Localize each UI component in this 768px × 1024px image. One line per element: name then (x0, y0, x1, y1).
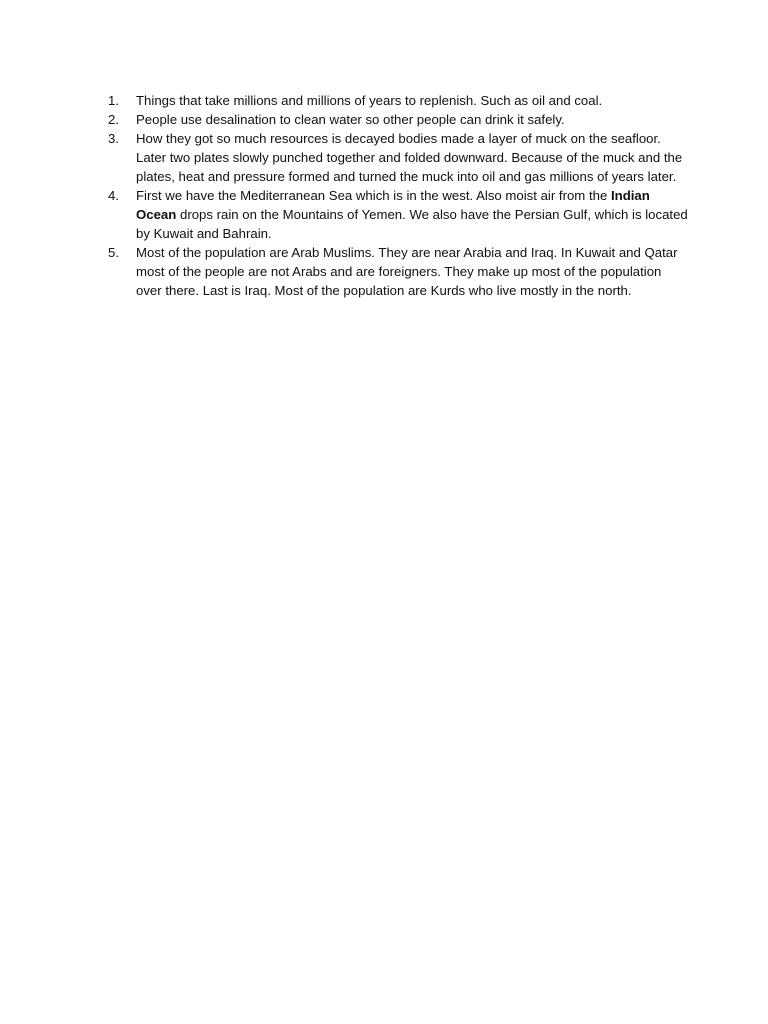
item-text: Things that take millions and millions of years to replenish. Such as oil and coal. (136, 93, 603, 108)
item-text: How they got so much resources is decayed bodies made a layer of muck on the seafloor. Later two plates slowly punched together and folded downward. Because of the muck and the plates, heat and pressure formed and turned the muck into oil and gas millions of years later. (136, 131, 683, 184)
item-text (136, 188, 688, 241)
list-item (108, 186, 688, 243)
item-number: 3. (108, 131, 119, 146)
item-number: 1. (108, 93, 119, 108)
bold-phrase: Indian Ocean (136, 188, 650, 222)
list-item (108, 129, 688, 186)
item-text: People use desalination to clean water so other people can drink it safely. (136, 112, 565, 127)
list-item (108, 110, 688, 129)
item-text-before-bold: First we have the Mediterranean Sea which is in the west. Also moist air from the (136, 188, 611, 203)
item-number: 2. (108, 112, 119, 127)
item-text: Most of the population are Arab Muslims. They are near Arabia and Iraq. In Kuwait and Qatar most of the people are not Arabs and are foreigners. They make up most of the population over there. Last is Iraq. Most of the population are Kurds who live mostly in the north. (136, 245, 678, 298)
list-item (108, 243, 688, 300)
item-number: 5. (108, 245, 119, 260)
numbered-answer-list (108, 91, 688, 300)
list-item (108, 91, 688, 110)
item-text-after-bold: drops rain on the Mountains of Yemen. We also have the Persian Gulf, which is located by Kuwait and Bahrain. (136, 207, 688, 241)
item-number: 4. (108, 188, 119, 203)
